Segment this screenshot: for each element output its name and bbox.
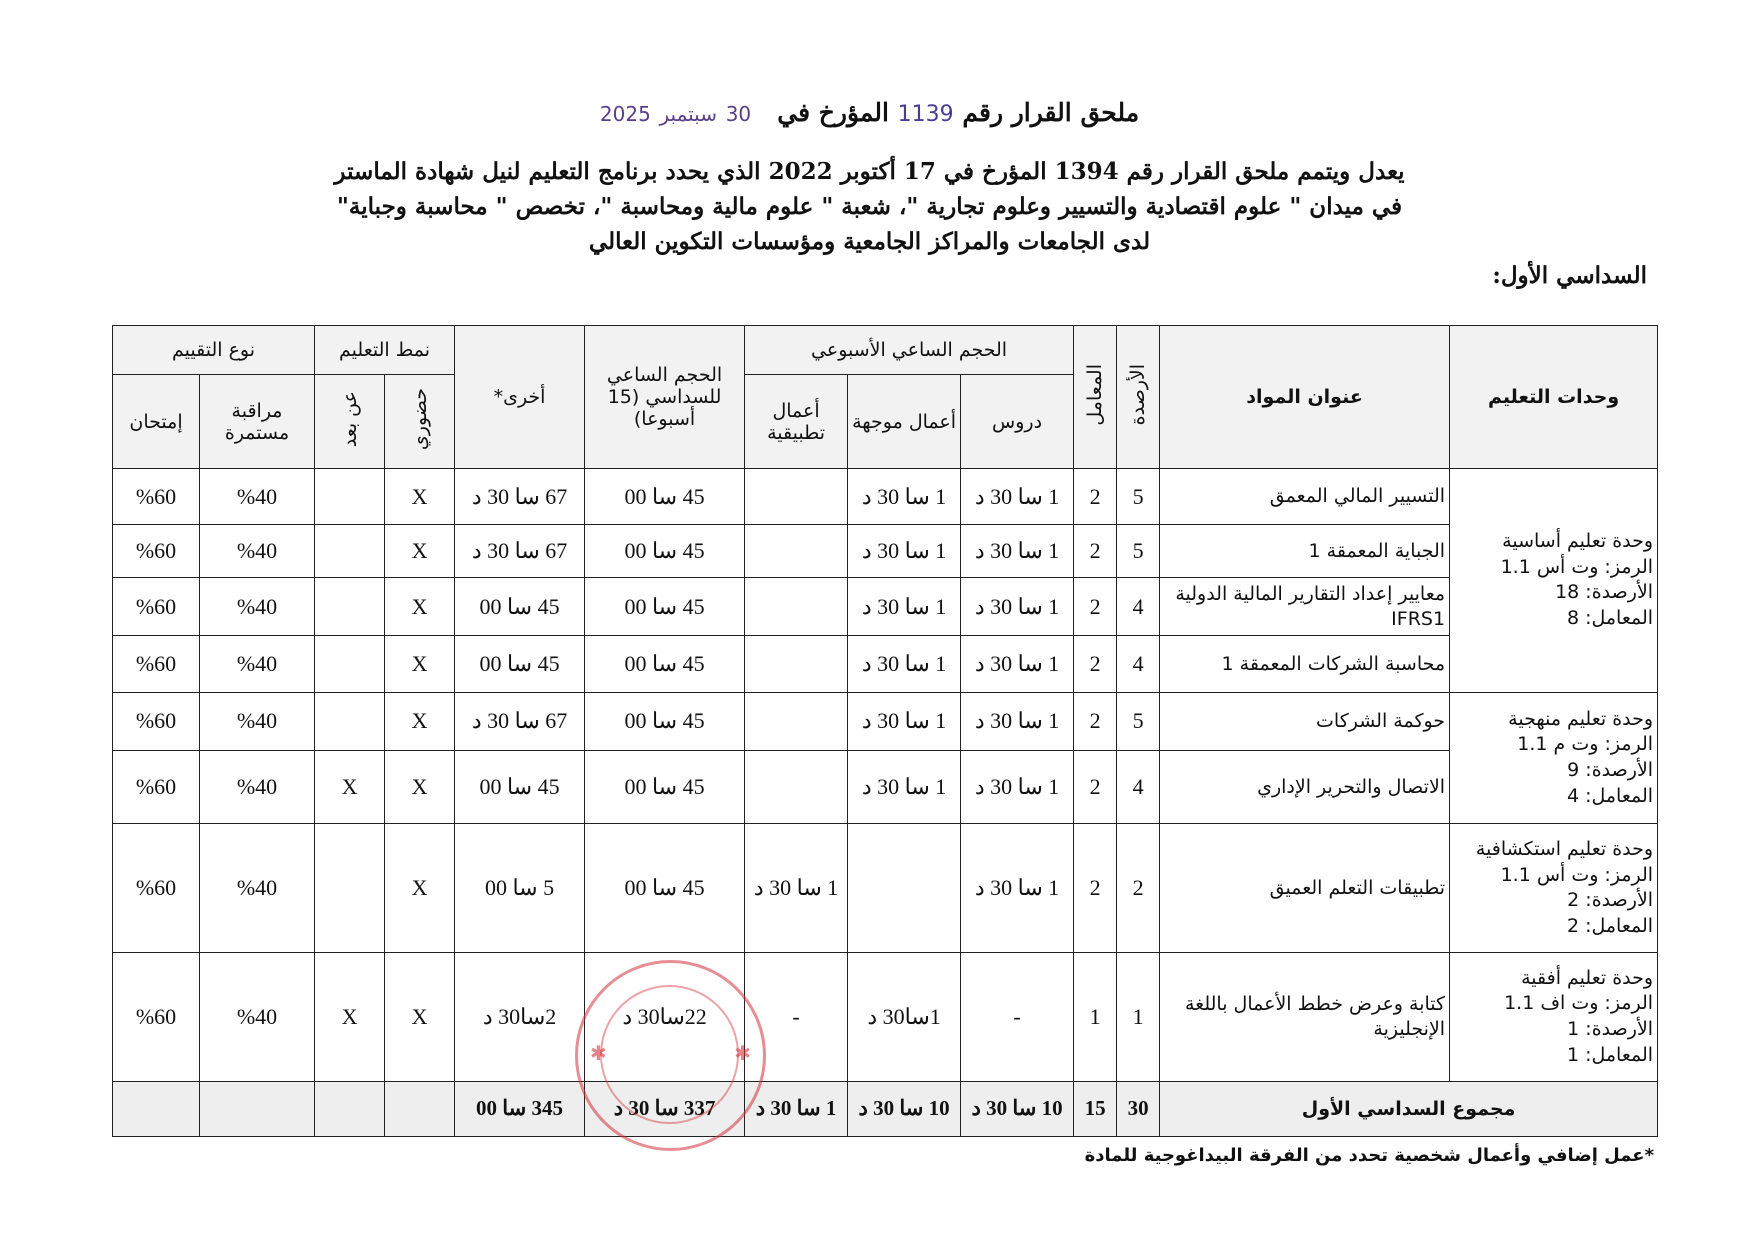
unit-cell-methodological [1450,692,1658,824]
table-row [113,578,1658,636]
other-cell: 45 سا 00 [455,636,585,692]
semester-cell: 45 سا 00 [585,468,745,524]
semester-cell: 45 سا 00 [585,525,745,578]
header-other: أخرى* [455,326,585,469]
credits-cell: 5 [1117,468,1160,524]
subject-cell: حوكمة الشركات [1160,692,1450,750]
header-subject: عنوان المواد [1160,326,1450,469]
total-empty [315,1081,385,1136]
unit-name: وحدة تعليم منهجية [1508,707,1654,730]
header-tutorials: أعمال موجهة [848,375,961,469]
other-cell: 67 سا 30 د [455,692,585,750]
table-row [113,636,1658,692]
practicals-cell [745,636,848,692]
unit-coef: المعامل: 1 [1566,1043,1654,1066]
header-continuous: مراقبة مستمرة [200,375,315,469]
header-credits [1117,326,1160,469]
semester-title: السداسي الأول: [1492,262,1647,289]
unit-credits: الأرصدة: 1 [1567,1017,1654,1040]
credits-cell: 4 [1117,578,1160,636]
exam-cell: %60 [113,525,200,578]
exam-cell: %60 [113,953,200,1082]
presential-cell: X [385,525,455,578]
footnote: *عمل إضافي وأعمال شخصية تحدد من الفرقة البيداغوجية للمادة [1084,1145,1654,1166]
continuous-cell: %40 [200,468,315,524]
exam-cell: %60 [113,692,200,750]
semester-cell: 45 سا 00 [585,692,745,750]
annex-year: 2025 [599,102,651,126]
practicals-cell [745,692,848,750]
practicals-cell [745,468,848,524]
unit-credits: الأرصدة: 18 [1555,581,1654,604]
header-remote-label: عن بعد [338,390,361,448]
tutorials-cell: 1 سا 30 د [848,525,961,578]
unit-name: وحدة تعليم أساسية [1502,530,1654,553]
presential-cell: X [385,468,455,524]
unit-cell-transversal [1450,953,1658,1082]
tutorials-cell: 1 سا 30 د [848,750,961,824]
semester-cell: 45 سا 00 [585,636,745,692]
practicals-cell: 1 سا 30 د [745,824,848,953]
total-other: 345 سا 00 [455,1081,585,1136]
other-cell: 45 سا 00 [455,750,585,824]
total-practicals: 1 سا 30 د [745,1081,848,1136]
continuous-cell: %40 [200,578,315,636]
table-row [113,468,1658,524]
coef-cell: 2 [1074,824,1117,953]
lectures-cell: 1 سا 30 د [961,750,1074,824]
header-lectures: دروس [961,375,1074,469]
presential-cell: X [385,750,455,824]
header-presential-label: حضوري [408,387,431,451]
header-coef-label: المعامل [1084,363,1107,426]
header-semester-volume: الحجم الساعي للسداسي (15 أسبوعا) [585,326,745,469]
remote-cell [315,525,385,578]
other-cell: 67 سا 30 د [455,468,585,524]
presential-cell: X [385,953,455,1082]
unit-code: الرمز: وت أس 1.1 [1500,555,1654,578]
exam-cell: %60 [113,636,200,692]
lectures-cell: 1 سا 30 د [961,578,1074,636]
other-cell: 67 سا 30 د [455,525,585,578]
unit-cell-exploratory [1450,824,1658,953]
paragraph-line-2: في ميدان " علوم اقتصادية والتسيير وعلوم تجارية "، شعبة " علوم مالية ومحاسبة "، تخصص " محاسبة وجباية" [336,193,1403,220]
exam-cell: %60 [113,750,200,824]
subject-cell: التسيير المالي المعمق [1160,468,1450,524]
table-row [113,953,1658,1082]
other-cell: 2سا30 د [455,953,585,1082]
total-empty [113,1081,200,1136]
unit-code: الرمز: وت م 1.1 [1517,733,1654,756]
continuous-cell: %40 [200,750,315,824]
header-practicals: أعمال تطبيقية [745,375,848,469]
header-coef [1074,326,1117,469]
presential-cell: X [385,636,455,692]
lectures-cell: 1 سا 30 د [961,468,1074,524]
coef-cell: 1 [1074,953,1117,1082]
unit-cell-fundamental [1450,468,1658,692]
lectures-cell: 1 سا 30 د [961,824,1074,953]
presential-cell: X [385,692,455,750]
practicals-cell [745,750,848,824]
other-cell: 45 سا 00 [455,578,585,636]
credits-cell: 5 [1117,525,1160,578]
header-credits-label: الأرصدة [1127,363,1150,426]
lectures-cell: 1 سا 30 د [961,692,1074,750]
exam-cell: %60 [113,578,200,636]
unit-coef: المعامل: 4 [1566,784,1654,807]
credits-cell: 2 [1117,824,1160,953]
annex-prefix: ملحق القرار رقم [962,98,1140,127]
practicals-cell: - [745,953,848,1082]
continuous-cell: %40 [200,525,315,578]
annex-title [0,98,1739,127]
subject-cell: الاتصال والتحرير الإداري [1160,750,1450,824]
subject-cell: كتابة وعرض خطط الأعمال باللغة الإنجليزية [1160,953,1450,1082]
unit-code: الرمز: وت أس 1.1 [1500,863,1654,886]
remote-cell: X [315,750,385,824]
semester-cell: 45 سا 00 [585,824,745,953]
table-row [113,692,1658,750]
header-remote [315,375,385,469]
coef-cell: 2 [1074,750,1117,824]
unit-name: وحدة تعليم أفقية [1521,966,1654,989]
unit-name: وحدة تعليم استكشافية [1475,837,1654,860]
continuous-cell: %40 [200,692,315,750]
paragraph-line-3: لدى الجامعات والمراكز الجامعية ومؤسسات التكوين العالي [588,228,1151,255]
remote-cell [315,824,385,953]
unit-coef: المعامل: 2 [1566,914,1654,937]
subject-cell: محاسبة الشركات المعمقة 1 [1160,636,1450,692]
annex-month: سبتمبر [659,102,717,126]
practicals-cell [745,525,848,578]
remote-cell [315,578,385,636]
tutorials-cell: 1 سا 30 د [848,692,961,750]
total-credits: 30 [1117,1081,1160,1136]
seal-star-icon: ✱ [590,1041,607,1065]
semester-cell: 45 سا 00 [585,750,745,824]
total-coef: 15 [1074,1081,1117,1136]
coef-cell: 2 [1074,692,1117,750]
continuous-cell: %40 [200,636,315,692]
continuous-cell: %40 [200,953,315,1082]
subject-cell: تطبيقات التعلم العميق [1160,824,1450,953]
header-exam: إمتحان [113,375,200,469]
unit-credits: الأرصدة: 9 [1567,759,1654,782]
total-empty [385,1081,455,1136]
header-weekly: الحجم الساعي الأسبوعي [745,326,1074,375]
semester-cell: 45 سا 00 [585,578,745,636]
remote-cell [315,636,385,692]
header-units: وحدات التعليم [1450,326,1658,469]
header-eval: نوع التقييم [113,326,315,375]
coef-cell: 2 [1074,468,1117,524]
practicals-cell [745,578,848,636]
total-semester: 337 سا 30 د [585,1081,745,1136]
lectures-cell: 1 سا 30 د [961,636,1074,692]
table-row [113,824,1658,953]
tutorials-cell: 1 سا 30 د [848,468,961,524]
credits-cell: 4 [1117,636,1160,692]
remote-cell [315,692,385,750]
paragraph-line-1: يعدل ويتمم ملحق القرار رقم 1394 المؤرخ في 17 أكتوبر 2022 الذي يحدد برنامج التعليم لنيل شهادة الماستر [334,158,1405,185]
coef-cell: 2 [1074,525,1117,578]
tutorials-cell: 1 سا 30 د [848,578,961,636]
exam-cell: %60 [113,468,200,524]
credits-cell: 1 [1117,953,1160,1082]
remote-cell [315,468,385,524]
table-row [113,750,1658,824]
annex-dated: المؤرخ في [777,98,889,127]
tutorials-cell [848,824,961,953]
presential-cell: X [385,578,455,636]
annex-number: 1139 [897,102,954,127]
remote-cell: X [315,953,385,1082]
table-row [113,525,1658,578]
unit-credits: الأرصدة: 2 [1567,889,1654,912]
header-presential [385,375,455,469]
total-empty [200,1081,315,1136]
seal-star-icon: ✱ [734,1041,751,1065]
total-tutorials: 10 سا 30 د [848,1081,961,1136]
continuous-cell: %40 [200,824,315,953]
curriculum-table [112,325,1658,1137]
coef-cell: 2 [1074,578,1117,636]
exam-cell: %60 [113,824,200,953]
header-mode: نمط التعليم [315,326,455,375]
subject-cell: الجباية المعمقة 1 [1160,525,1450,578]
coef-cell: 2 [1074,636,1117,692]
presential-cell: X [385,824,455,953]
subject-cell: معايير إعداد التقارير المالية الدولية IFRS1 [1160,578,1450,636]
unit-coef: المعامل: 8 [1566,606,1654,629]
tutorials-cell: 1 سا 30 د [848,636,961,692]
credits-cell: 4 [1117,750,1160,824]
other-cell: 5 سا 00 [455,824,585,953]
total-label: مجموع السداسي الأول [1160,1081,1658,1136]
annex-day: 30 [725,102,752,126]
lectures-cell: 1 سا 30 د [961,525,1074,578]
unit-code: الرمز: وت اف 1.1 [1504,992,1654,1015]
lectures-cell: - [961,953,1074,1082]
tutorials-cell: 1سا30 د [848,953,961,1082]
semester-cell: 22سا30 د [585,953,745,1082]
credits-cell: 5 [1117,692,1160,750]
total-row [113,1081,1658,1136]
total-lectures: 10 سا 30 د [961,1081,1074,1136]
